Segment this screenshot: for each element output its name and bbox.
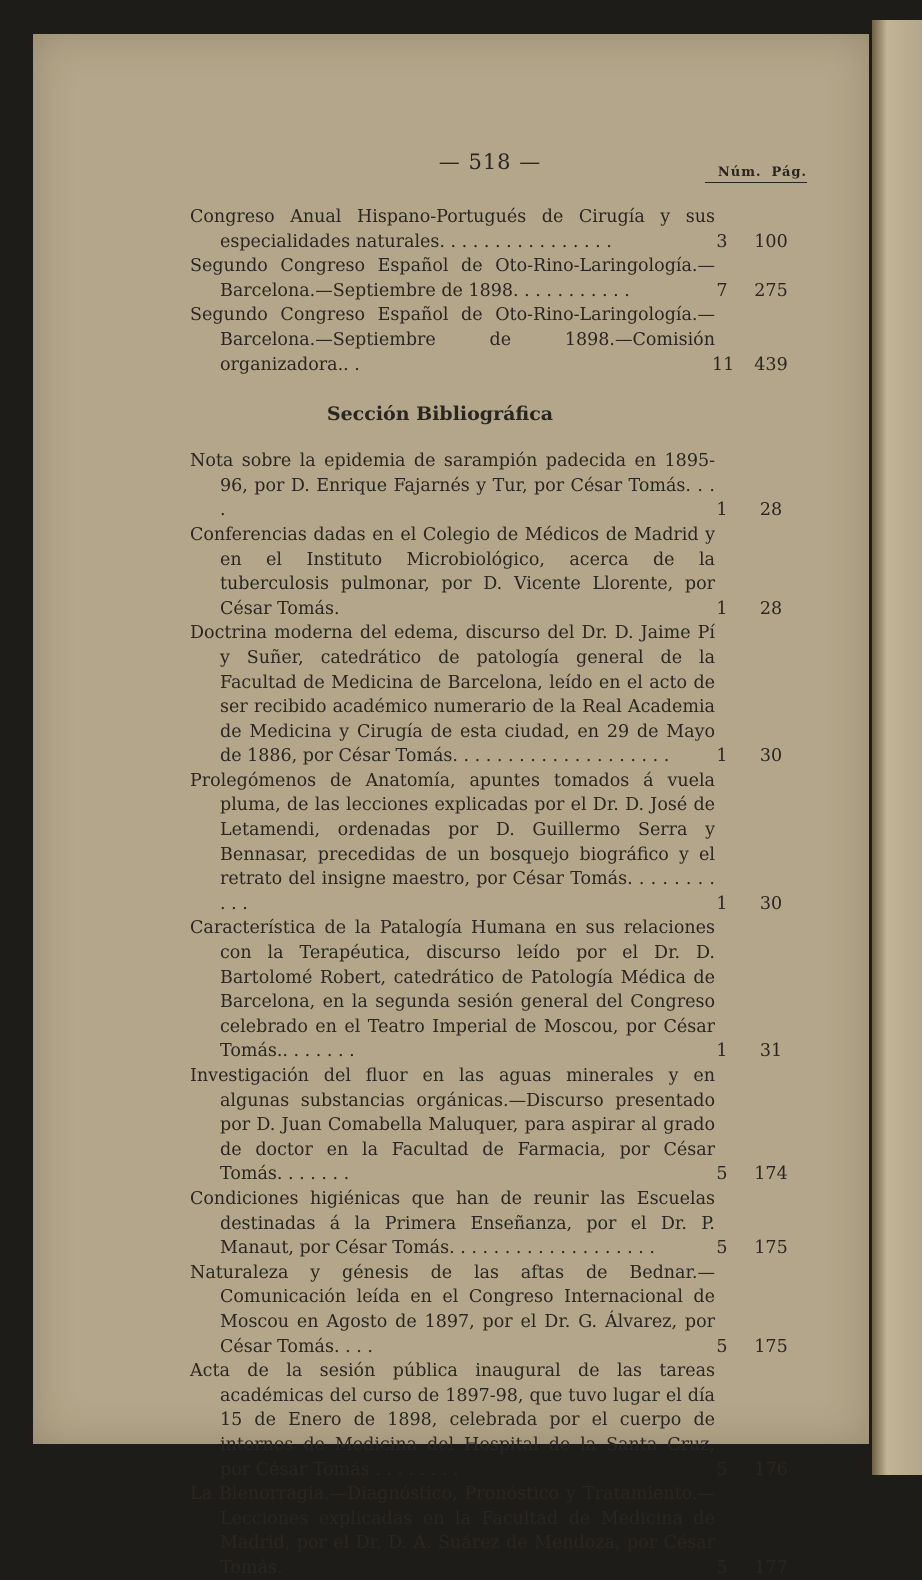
index-entry: [190, 621, 790, 769]
entry-page: 175: [754, 1238, 788, 1259]
index-entry: [190, 916, 790, 1064]
col-pag-label: Pág.: [771, 165, 807, 180]
entry-text: Congreso Anual Hispano-Portugués de Cirugía y sus especialidades naturales. . . . . . . . . . . . . . . .: [190, 207, 715, 252]
entry-text: Segundo Congreso Español de Oto-Rino-Laringología.—Barcelona.—Septiembre de 1898.—Comisión organizadora.. .: [190, 305, 715, 375]
entry-page: 30: [759, 893, 783, 914]
entry-num: 5: [716, 1164, 728, 1185]
entry-page: 28: [759, 500, 783, 521]
entry-num: 11: [712, 354, 735, 375]
bibliography-list: [190, 449, 790, 1580]
entry-page: 176: [754, 1459, 788, 1480]
index-entry: [190, 1482, 790, 1580]
entry-page: 174: [754, 1164, 788, 1185]
entry-num: 1: [716, 1041, 728, 1062]
index-entry: [190, 205, 790, 254]
entry-page: 275: [754, 280, 788, 301]
congress-list: [190, 205, 790, 377]
index-entry: [190, 1261, 790, 1359]
col-num-label: Núm.: [717, 165, 762, 180]
entry-num: 5: [716, 1238, 728, 1259]
entry-page: 100: [754, 231, 788, 252]
index-entry: [190, 449, 790, 523]
entry-text: Condiciones higiénicas que han de reunir las Escuelas destinadas á la Primera Enseñanza, por el Dr. P. Manaut, por César Tomás. . . . . . . . . . . . . . . . . . .: [190, 1188, 715, 1259]
entry-text: La Blenorragia.—Diagnóstico, Pronóstico y Tratamiento.—Lecciones explicadas en la Facultad de Medicina de Madrid, por el Dr. D. A. Suárez de Mendoza, por César Tomás.: [190, 1484, 715, 1578]
section-title: Sección Bibliográfica: [326, 403, 554, 426]
facing-page-edge: [872, 20, 922, 1475]
entry-page: 439: [754, 354, 788, 375]
index-entry: [190, 254, 790, 303]
entry-num: 1: [716, 746, 728, 767]
entry-num: 1: [716, 893, 728, 914]
entry-num: 7: [716, 280, 728, 301]
page-number: — 518 —: [438, 150, 542, 174]
entry-num: 1: [716, 598, 728, 619]
index-entry: [190, 1187, 790, 1261]
entry-num: 5: [716, 1336, 728, 1357]
index-entry: [190, 303, 790, 377]
index-entry: [190, 1359, 790, 1482]
index-entry: [190, 1064, 790, 1187]
entry-page: 175: [754, 1336, 788, 1357]
entry-text: Nota sobre la epidemia de sarampión padecida en 1895-96, por D. Enrique Fajarnés y Tur, por César Tomás. . . .: [190, 451, 715, 521]
entry-num: 3: [716, 231, 728, 252]
entry-text: Naturaleza y génesis de las aftas de Bednar.—Comunicación leída en el Congreso Internacional de Moscou en Agosto de 1897, por el Dr. G. Álvarez, por César Tomás. . . .: [190, 1262, 715, 1357]
entry-num: 5: [716, 1557, 728, 1578]
entry-page: 30: [759, 746, 783, 767]
entry-text: Conferencias dadas en el Colegio de Médicos de Madrid y en el Instituto Microbiológico, acerca de la tuberculosis pulmonar, por D. Vicente Llorente, por César Tomás.: [190, 524, 715, 619]
entry-text: Acta de la sesión pública inaugural de las tareas académicas del curso de 1897-98, que tuvo lugar el día 15 de Enero de 1898, celebrada por el cuerpo de internos de Medicina del Hospital de la Santa Cruz, por César Tomás . . . . . . . .: [190, 1361, 715, 1480]
entry-text: Prolegómenos de Anatomía, apuntes tomados á vuela pluma, de las lecciones explicadas por el Dr. D. José de Letamendi, ordenadas por D. Guillermo Serra y Bennasar, precedidas de un bosquejo biográfico y el retrato del insigne maestro, por César Tomás. . . . . . . . . . .: [190, 770, 715, 914]
entry-page: 28: [759, 598, 783, 619]
entry-text: Característica de la Patalogía Humana en sus relaciones con la Terapéutica, discurso leído por el Dr. D. Bartolomé Robert, catedrático de Patología Médica de Barcelona, en la segunda sesión general del Congreso celebrado en el Teatro Imperial de Moscou, por César Tomás.. . . . . . .: [190, 918, 715, 1062]
entry-text: Segundo Congreso Español de Oto-Rino-Laringología.—Barcelona.—Septiembre de 1898. . . . . . . . . . .: [190, 256, 715, 301]
entry-text: Doctrina moderna del edema, discurso del Dr. D. Jaime Pí y Suñer, catedrático de patología general de la Facultad de Medicina de Barcelona, leído en el acto de ser recibido académico numerario de la Real Academia de Medicina y Cirugía de esta ciudad, en 29 de Mayo de 1886, por César Tomás. . . . . . . . . . . . . . . . . . . .: [190, 623, 715, 767]
index-entry: [190, 769, 790, 917]
entry-page: 31: [759, 1041, 783, 1062]
column-headers: [705, 165, 807, 183]
index-entries: [190, 205, 790, 1580]
index-entry: [190, 523, 790, 621]
entry-text: Investigación del fluor en las aguas minerales y en algunas substancias orgánicas.—Discurso presentado por D. Juan Comabella Maluquer, para aspirar al grado de doctor en la Facultad de Farmacia, por César Tomás. . . . . . .: [190, 1066, 715, 1185]
entry-page: 177: [754, 1557, 788, 1578]
entry-num: 5: [716, 1459, 728, 1480]
entry-num: 1: [716, 500, 728, 521]
